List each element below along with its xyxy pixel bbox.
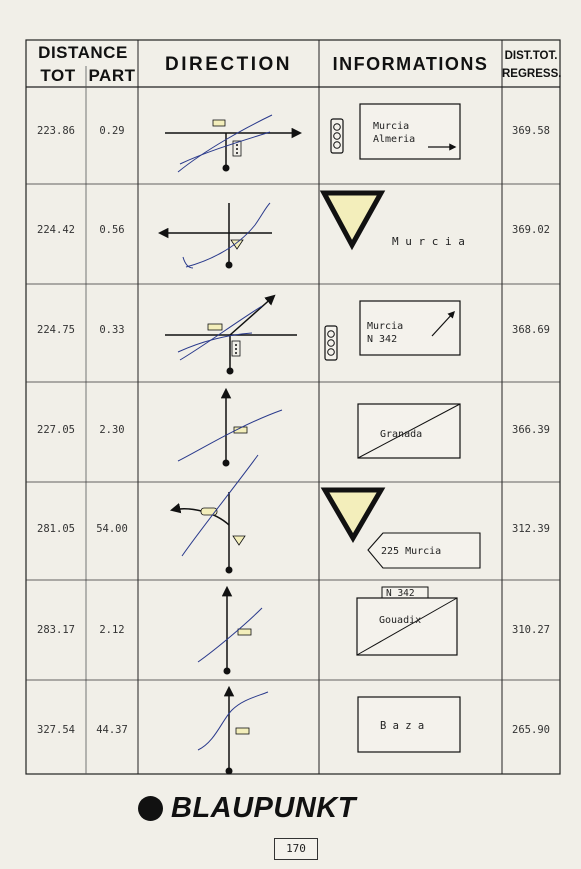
row-3-part: 0.33 [99, 324, 125, 336]
row-6-direction-sign [357, 598, 457, 655]
row-6-plate-text: N 342 [386, 588, 415, 599]
row-3-regress: 368.69 [512, 324, 550, 336]
header-direction: DIRECTION [165, 54, 292, 75]
header-tot: TOT [40, 66, 76, 85]
page-number: 170 [274, 838, 318, 860]
row-6-part: 2.12 [99, 624, 125, 636]
row-1-tot: 223.86 [37, 125, 75, 137]
row-3-traffic-light-icon [325, 326, 337, 360]
row-1-regress: 369.58 [512, 125, 550, 137]
row-1-sign-line-2: Almeria [373, 134, 416, 145]
brand-logo [138, 792, 356, 825]
row-7-part: 44.37 [96, 724, 128, 736]
row-5-tot: 281.05 [37, 523, 75, 535]
row-3-sign-line-2: N 342 [367, 334, 398, 345]
row-4-tot: 227.05 [37, 424, 75, 436]
row-1-part: 0.29 [99, 125, 125, 137]
row-4-sign-text: Granada [380, 429, 423, 440]
row-7-regress: 265.90 [512, 724, 550, 736]
brand-name: BLAUPUNKT [171, 792, 356, 824]
header-dist-tot: DIST.TOT. [504, 50, 558, 62]
row-4-part: 2.30 [99, 424, 125, 436]
header-regress: REGRESS. [502, 68, 562, 80]
row-2-regress: 369.02 [512, 224, 550, 236]
row-2-sign-text: M u r c i a [392, 235, 465, 248]
row-2-tot: 224.42 [37, 224, 75, 236]
row-2-yield-sign-icon [324, 193, 381, 245]
row-5-regress: 312.39 [512, 523, 550, 535]
row-3-sign-line-1: Murcia [367, 321, 404, 332]
row-1-sign-line-1: Murcia [373, 121, 410, 132]
row-5-part: 54.00 [96, 523, 128, 535]
row-5-yield-sign-icon [325, 490, 381, 538]
row-5-sign-text: 225 Murcia [381, 546, 442, 557]
header-informations: INFORMATIONS [332, 54, 489, 74]
header-distance: DISTANCE [38, 43, 128, 62]
row-6-sign-text: Gouadix [379, 615, 422, 626]
row-3-tot: 224.75 [37, 324, 75, 336]
header-part: PART [88, 66, 136, 85]
row-7-tot: 327.54 [37, 724, 75, 736]
row-6-tot: 283.17 [37, 624, 75, 636]
row-4-regress: 366.39 [512, 424, 550, 436]
row-6-regress: 310.27 [512, 624, 550, 636]
row-7-sign-text: B a z a [380, 720, 425, 732]
row-2-part: 0.56 [99, 224, 125, 236]
row-1-traffic-light-icon [331, 119, 343, 153]
brand-dot-icon [138, 796, 163, 821]
